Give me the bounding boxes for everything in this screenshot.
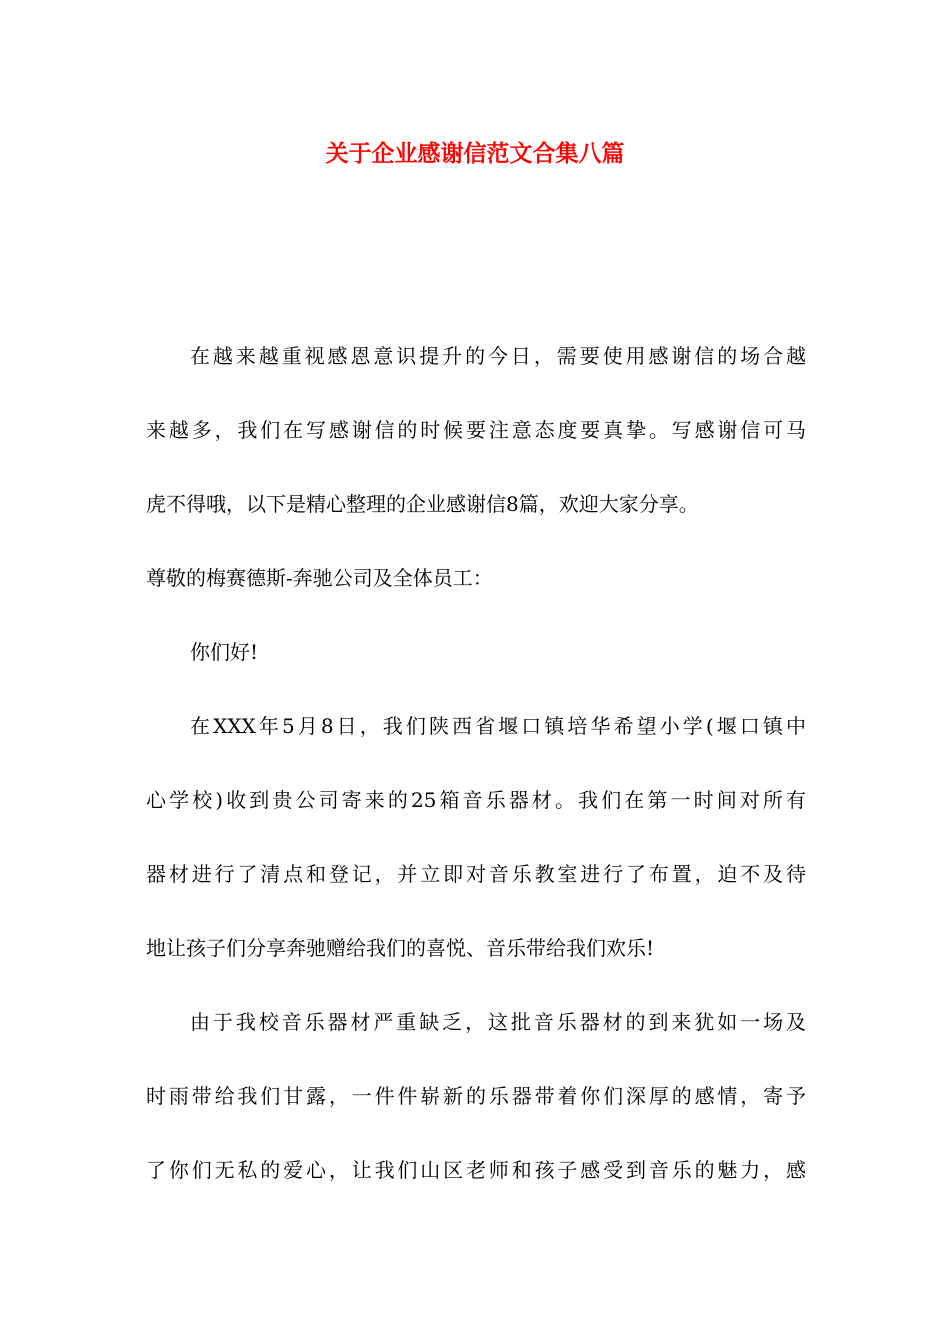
paragraph-line: 在越来越重视感恩意识提升的今日，需要使用感谢信的场合越 bbox=[190, 344, 806, 368]
letter-paragraph-gratitude bbox=[146, 985, 806, 1207]
paragraph-line: 尊敬的梅赛德斯-奔驰公司及全体员工： bbox=[146, 566, 493, 590]
greeting bbox=[146, 615, 806, 689]
paragraph-line: 你们好! bbox=[190, 640, 259, 664]
paragraph-line: 在XXX年5月8日，我们陕西省堰口镇培华希望小学(堰口镇中 bbox=[190, 714, 806, 738]
salutation bbox=[146, 541, 806, 615]
paragraph-line: 时雨带给我们甘露，一件件崭新的乐器带着你们深厚的感情，寄予 bbox=[146, 1084, 806, 1108]
paragraph-line: 来越多，我们在写感谢信的时候要注意态度要真挚。写感谢信可马 bbox=[146, 418, 806, 442]
document-title: 关于企业感谢信范文合集八篇 bbox=[325, 140, 625, 167]
document-body bbox=[146, 319, 806, 1207]
paragraph-line: 器材进行了清点和登记，并立即对音乐教室进行了布置，迫不及待 bbox=[146, 862, 806, 886]
intro-paragraph bbox=[146, 319, 806, 541]
paragraph-line: 地让孩子们分享奔驰赠给我们的喜悦、音乐带给我们欢乐! bbox=[146, 936, 655, 960]
paragraph-line: 由于我校音乐器材严重缺乏，这批音乐器材的到来犹如一场及 bbox=[190, 1010, 806, 1034]
letter-paragraph-receipt bbox=[146, 689, 806, 985]
paragraph-line: 了你们无私的爱心，让我们山区老师和孩子感受到音乐的魅力，感 bbox=[146, 1158, 806, 1182]
paragraph-line: 心学校)收到贵公司寄来的25箱音乐器材。我们在第一时间对所有 bbox=[146, 788, 806, 812]
paragraph-line: 虎不得哦，以下是精心整理的企业感谢信8篇，欢迎大家分享。 bbox=[146, 492, 699, 516]
